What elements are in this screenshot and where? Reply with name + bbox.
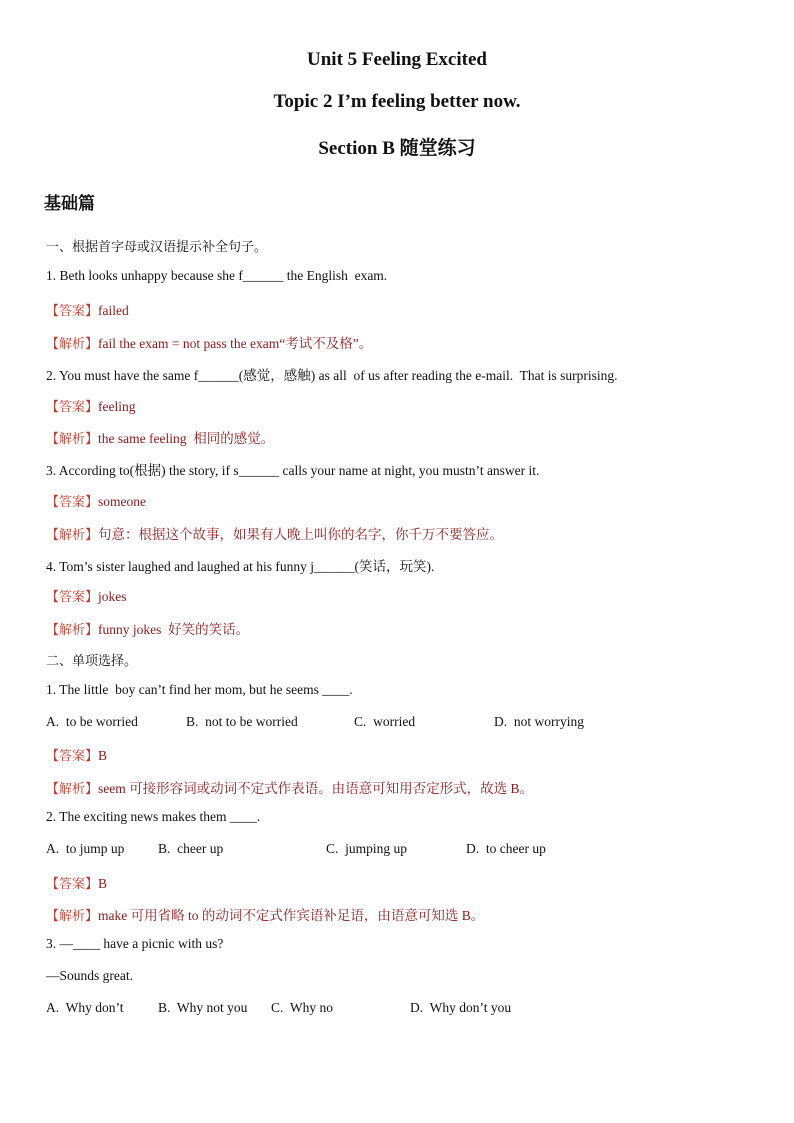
option-c: C. Why no xyxy=(271,1000,334,1015)
analysis-label: 【解析】 xyxy=(46,623,99,638)
analysis-line xyxy=(46,427,274,447)
analysis-line xyxy=(46,904,484,924)
answer-value: jokes xyxy=(98,589,127,604)
answer-label: 【答案】 xyxy=(46,495,99,510)
analysis-text: fail the exam = not pass the exam“考试不及格”。 xyxy=(98,336,373,351)
analysis-label: 【解析】 xyxy=(46,528,99,543)
analysis-label: 【解析】 xyxy=(46,432,99,447)
option-d: D. not worrying xyxy=(494,714,584,729)
option-a: A. to jump up xyxy=(46,841,125,856)
unit-title: Unit 5 Feeling Excited xyxy=(307,49,487,70)
answer-label: 【答案】 xyxy=(46,304,99,319)
option-d: D. Why don’t you xyxy=(410,1000,512,1015)
question-text: 2. The exciting news makes them ____. xyxy=(46,809,261,824)
question-text: 2. You must have the same f______(感觉，感触) as all of us after reading the e-mail. That is surprising. xyxy=(46,368,618,383)
answer-label: 【答案】 xyxy=(46,590,99,605)
answer-value: B xyxy=(98,876,108,891)
answer-line xyxy=(46,300,129,319)
part2-heading: 二、单项选择。 xyxy=(46,654,138,669)
answer-label: 【答案】 xyxy=(46,400,99,415)
question-text: 3. According to(根据) the story, if s______ calls your name at night, you mustn’t answer it. xyxy=(46,463,540,478)
question-text: 1. Beth looks unhappy because she f______ the English exam. xyxy=(46,268,388,283)
analysis-label: 【解析】 xyxy=(46,337,99,352)
level-heading: 基础篇 xyxy=(44,194,95,214)
answer-value: someone xyxy=(98,494,147,509)
analysis-line xyxy=(46,777,533,797)
option-b: B. not to be worried xyxy=(186,714,298,729)
answer-value: B xyxy=(98,748,108,763)
analysis-line xyxy=(46,523,503,543)
answer-line xyxy=(46,491,146,510)
analysis-text: seem 可接形容词或动词不定式作表语。由语意可知用否定形式，故选 B。 xyxy=(98,781,534,796)
answer-line xyxy=(46,873,107,892)
analysis-label: 【解析】 xyxy=(46,782,99,797)
option-b: B. cheer up xyxy=(158,841,224,856)
option-a: A. Why don’t xyxy=(46,1000,124,1015)
analysis-text: 句意：根据这个故事，如果有人晚上叫你的名字，你千万不要答应。 xyxy=(98,527,504,542)
option-c: C. jumping up xyxy=(326,841,408,856)
answer-label: 【答案】 xyxy=(46,877,99,892)
option-c: C. worried xyxy=(354,714,416,729)
question-text: 3. —____ have a picnic with us? xyxy=(46,936,224,951)
question-text: 1. The little boy can’t find her mom, but he seems ____. xyxy=(46,682,353,697)
analysis-line xyxy=(46,332,372,352)
part1-heading: 一、根据首字母或汉语提示补全句子。 xyxy=(46,240,268,255)
answer-line xyxy=(46,396,136,415)
analysis-text: the same feeling 相同的感觉。 xyxy=(98,431,275,446)
analysis-text: funny jokes 好笑的笑话。 xyxy=(98,622,250,637)
answer-value: failed xyxy=(98,303,129,318)
option-d: D. to cheer up xyxy=(466,841,546,856)
option-a: A. to be worried xyxy=(46,714,138,729)
answer-value: feeling xyxy=(98,399,136,414)
section-title: Section B 随堂练习 xyxy=(318,138,476,159)
option-b: B. Why not you xyxy=(158,1000,248,1015)
answer-line xyxy=(46,745,107,764)
question-text: 4. Tom’s sister laughed and laughed at his funny j______(笑话，玩笑). xyxy=(46,559,435,574)
analysis-text: make 可用省略 to 的动词不定式作宾语补足语，由语意可知选 B。 xyxy=(98,908,485,923)
analysis-label: 【解析】 xyxy=(46,909,99,924)
topic-title: Topic 2 I’m feeling better now. xyxy=(273,91,521,112)
answer-line xyxy=(46,586,127,605)
question-reply: —Sounds great. xyxy=(46,968,133,983)
analysis-line xyxy=(46,618,249,638)
answer-label: 【答案】 xyxy=(46,749,99,764)
